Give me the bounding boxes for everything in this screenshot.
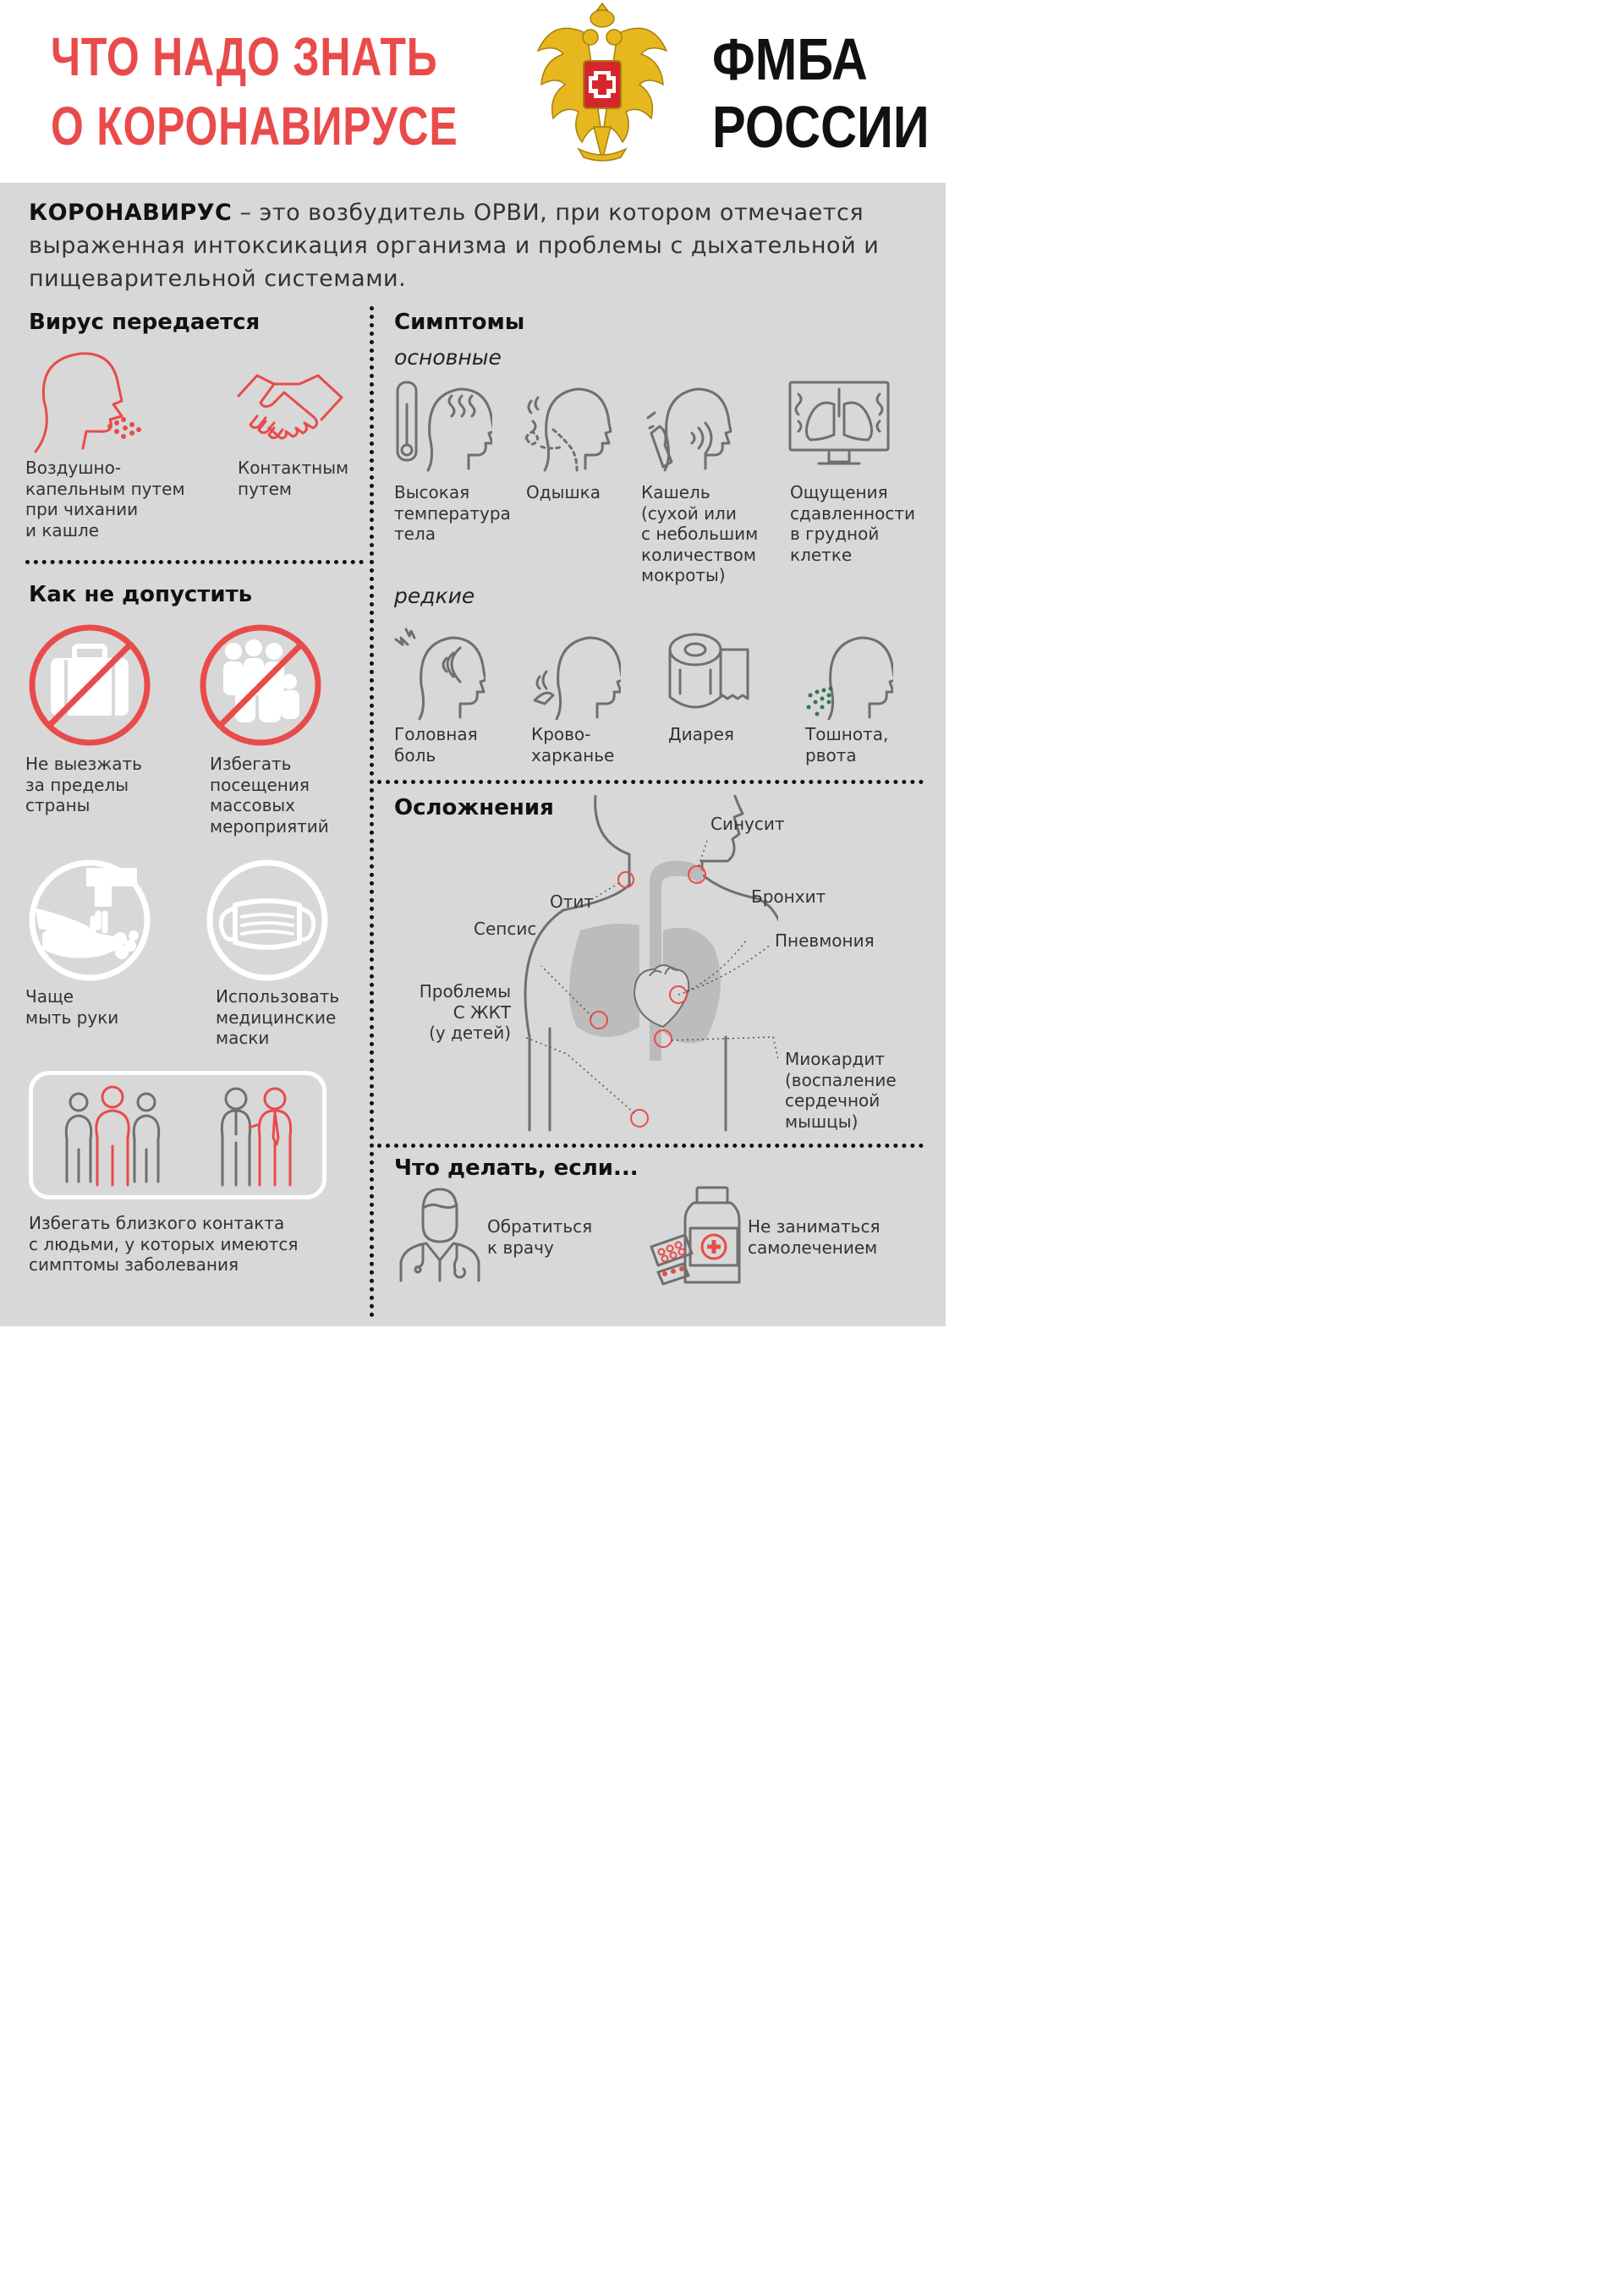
divider-right-1 xyxy=(377,780,924,784)
complication-otitis-label: Отит xyxy=(550,892,595,912)
cough-icon xyxy=(639,379,732,472)
prevention-heading: Как не допустить xyxy=(29,582,253,607)
transmission-airborne-label: Воздушно- капельным путем при чихании и кашле xyxy=(25,458,185,540)
complications-heading: Осложнения xyxy=(394,795,554,820)
lungs-xray-icon xyxy=(787,379,892,472)
symptom-fever-label: Высокая температура тела xyxy=(394,482,511,544)
complication-pneumonia-label: Пневмония xyxy=(775,930,875,951)
complication-myocarditis-label: Миокардит (воспаление сердечной мышцы) xyxy=(785,1049,897,1132)
symptom-diarrhea-label: Диарея xyxy=(668,724,734,744)
toilet-paper-icon xyxy=(665,628,753,716)
prevention-wash-label: Чаще мыть руки xyxy=(25,986,119,1028)
title-line-1: ЧТО НАДО ЗНАТЬ xyxy=(51,26,438,87)
symptom-dyspnea-label: Одышка xyxy=(526,482,601,502)
contact-illustration-box xyxy=(29,1071,326,1199)
complication-sinusitis-label: Синусит xyxy=(710,814,785,834)
divider-left-1 xyxy=(25,560,364,564)
intro-paragraph xyxy=(29,196,925,295)
agency-name xyxy=(712,25,930,161)
nausea-icon xyxy=(798,626,893,721)
doctor-icon xyxy=(398,1186,482,1282)
body-diagram xyxy=(499,795,778,1133)
symptoms-main-label: основные xyxy=(394,345,502,370)
transmission-contact-label: Контактным путем xyxy=(238,458,349,499)
symptom-chest-label: Ощущения сдавленности в грудной клетке xyxy=(790,482,915,565)
prevention-travel-label: Не выезжать за пределы страны xyxy=(25,754,142,815)
transmission-heading: Вирус передается xyxy=(29,310,261,335)
face-mask-icon xyxy=(205,858,330,983)
symptom-nausea-label: Тошнота, рвота xyxy=(805,724,889,765)
prevention-crowd-label: Избегать посещения массовых мероприятий xyxy=(210,754,329,837)
action-no-selfcare-label: Не заниматься самолечением xyxy=(748,1216,881,1258)
page-header xyxy=(0,0,946,183)
handshake-icon xyxy=(235,370,345,448)
shortness-of-breath-icon xyxy=(519,379,612,472)
sneezing-head-icon xyxy=(29,348,147,458)
complication-sepsis-label: Сепсис xyxy=(474,919,537,939)
content-panel xyxy=(0,183,946,1326)
symptom-cough-label: Кашель (сухой или с небольшим количеством мокроты) xyxy=(641,482,759,585)
intro-term: КОРОНАВИРУС xyxy=(29,200,233,226)
column-divider xyxy=(370,306,374,1318)
hand-washing-icon xyxy=(27,858,152,983)
headache-icon xyxy=(391,624,486,721)
thermometer-icon xyxy=(391,379,492,472)
hemoptysis-icon xyxy=(528,626,621,721)
complication-bronchitis-label: Бронхит xyxy=(751,886,826,907)
intro-definition: – это возбудитель ОРВИ, при котором отмечается выраженная интоксикация организма и проблемы с дыхательной и пищеварительной системами. xyxy=(29,200,880,292)
sick-person-group-icon xyxy=(62,1084,163,1190)
symptoms-rare-label: редкие xyxy=(394,584,475,608)
medicine-icon xyxy=(646,1181,744,1286)
page-title xyxy=(51,22,458,161)
eagle-emblem-icon xyxy=(535,0,670,169)
sick-contact-icon xyxy=(212,1084,307,1190)
actions-heading: Что делать, если... xyxy=(394,1155,639,1181)
agency-line-1: ФМБА xyxy=(712,26,868,92)
prevention-mask-label: Использовать медицинские маски xyxy=(216,986,340,1048)
symptom-hemoptysis-label: Крово- харканье xyxy=(531,724,615,765)
divider-right-2 xyxy=(377,1144,924,1148)
symptom-headache-label: Головная боль xyxy=(394,724,478,765)
no-travel-icon xyxy=(27,623,152,748)
action-doctor-label: Обратиться к врачу xyxy=(487,1216,593,1258)
symptoms-heading: Симптомы xyxy=(394,310,525,335)
agency-line-2: РОССИИ xyxy=(712,94,930,160)
no-crowd-icon xyxy=(198,623,323,748)
prevention-contact-label: Избегать близкого контакта с людьми, у которых имеются симптомы заболевания xyxy=(29,1213,299,1275)
title-line-2: О КОРОНАВИРУСЕ xyxy=(51,96,458,156)
complication-gi-label: Проблемы С ЖКТ (у детей) xyxy=(419,981,511,1043)
